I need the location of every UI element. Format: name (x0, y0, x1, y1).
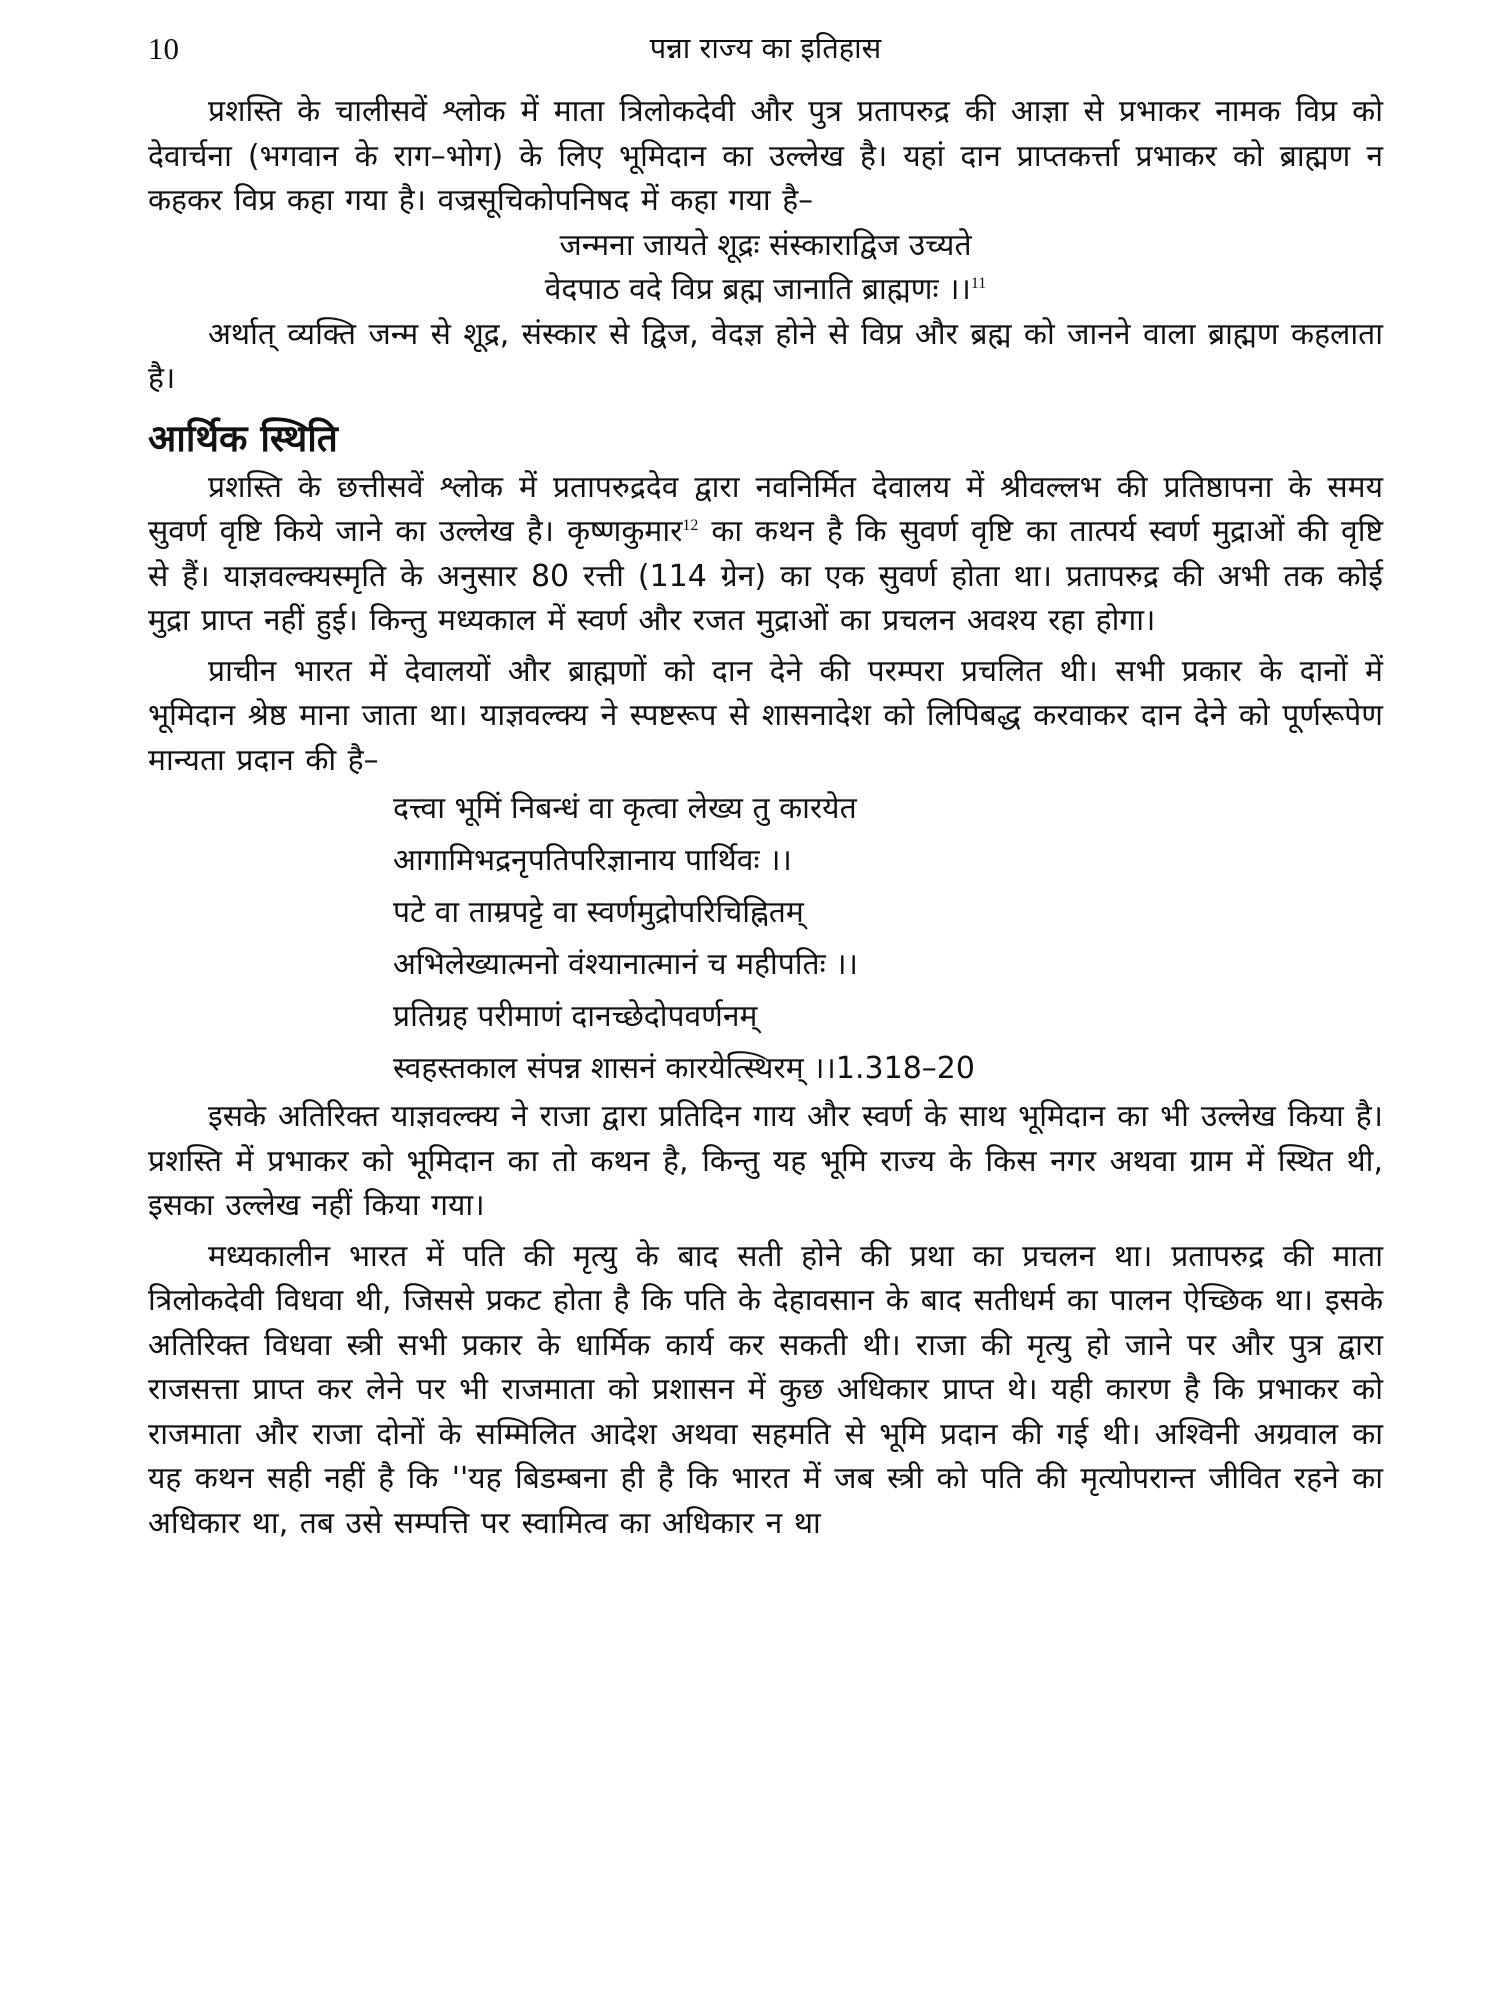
paragraph-3-part-a: प्रशस्ति के छत्तीसवें श्लोक में प्रतापरुद्रदेव द्वारा नवनिर्मित देवालय में श्रीवल्लभ की प्रतिष्ठापना के समय सुवर्ण वृष्टि किये जाने का उल्लेख है। कृष्णकुमार (148, 469, 1383, 549)
quote-line-2-text: वेदपाठ वदे विप्र ब्रह्म जानाति ब्राह्मणः ।। (544, 272, 971, 307)
section-heading: आर्थिक स्थिति (148, 416, 338, 460)
quote-line-1: जन्मना जायते शूद्रः संस्काराद्विज उच्यते (559, 227, 972, 263)
paragraph-3 (148, 466, 1383, 644)
footnote-ref-11: 11 (970, 275, 987, 292)
footnote-ref-12: 12 (682, 517, 699, 534)
verse-line: आगामिभद्रनृपतिपरिज्ञानाय पार्थिवः ।। (393, 843, 792, 878)
paragraph-5: इसके अतिरिक्त याज्ञवल्क्य ने राजा द्वारा प्रतिदिन गाय और स्वर्ण के साथ भूमिदान का भी उल्लेख किया है। प्रशस्ति में प्रभाकर को भूमिदान का तो कथन है, किन्तु यह भूमि राज्य के किस नगर अथवा ग्राम में स्थित थी, इसका उल्लेख नहीं किया गया। (148, 1099, 1383, 1223)
page-number: 10 (148, 31, 179, 66)
verse-line: दत्त्वा भूमिं निबन्धं वा कृत्वा लेख्य तु कारयेत (393, 791, 857, 826)
verse-line: स्वहस्तकाल संपन्न शासनं कारयेत्स्थिरम् ।।1.318–20 (393, 1051, 975, 1086)
verse-line: प्रतिग्रह परीमाणं दानच्छेदोपवर्णनम् (393, 999, 758, 1034)
page-header (148, 28, 1383, 72)
paragraph-1: प्रशस्ति के चालीसवें श्लोक में माता त्रिलोकदेवी और पुत्र प्रतापरुद्र की आज्ञा से प्रभाकर नामक विप्र को देवार्चना (भगवान के राग–भोग) के लिए भूमिदान का उल्लेख है। यहां दान प्राप्तकर्त्ता प्रभाकर को ब्राह्मण न कहकर विप्र कहा गया है। वज्रसूचिकोपनिषद में कहा गया है– (148, 94, 1383, 218)
verse-line: पटे वा ताम्रपट्टे वा स्वर्णमुद्रोपरिचिह्नितम् (393, 895, 804, 930)
paragraph-3-part-b: का कथन है कि सुवर्ण वृष्टि का तात्पर्य स्वर्ण मुद्राओं की वृष्टि से हैं। याज्ञवल्क्यस्मृति के अनुसार 80 रत्ती (114 ग्रेन) का एक सुवर्ण होता था। प्रतापरुद्र की अभी तक कोई मुद्रा प्राप्त नहीं हुई। किन्तु मध्यकाल में स्वर्ण और रजत मुद्राओं का प्रचलन अवश्य रहा होगा। (148, 514, 1384, 638)
page-body (148, 90, 1383, 1546)
paragraph-4: प्राचीन भारत में देवालयों और ब्राह्मणों को दान देने की परम्परा प्रचलित थी। सभी प्रकार के दानों में भूमिदान श्रेष्ठ माना जाता था। याज्ञवल्क्य ने स्पष्टरूप से शासनादेश को लिपिबद्ध करवाकर दान देने को पूर्णरूपेण मान्यता प्रदान की है– (148, 653, 1383, 778)
paragraph-2: अर्थात् व्यक्ति जन्म से शूद्र, संस्कार से द्विज, वेदज्ञ होने से विप्र और ब्रह्म को जानने वाला ब्राह्मण कहलाता है। (148, 316, 1383, 396)
verse-block (393, 783, 1383, 1095)
quote-line-2 (148, 268, 1383, 313)
paragraph-6: मध्यकालीन भारत में पति की मृत्यु के बाद सती होने की प्रथा का प्रचलन था। प्रतापरुद्र की माता त्रिलोकदेवी विधवा थी, जिससे प्रकट होता है कि पति के देहावसान के बाद सतीधर्म का पालन ऐच्छिक था। इसके अतिरिक्त विधवा स्त्री सभी प्रकार के धार्मिक कार्य कर सकती थी। राजा की मृत्यु हो जाने पर और पुत्र द्वारा राजसत्ता प्राप्त कर लेने पर भी राजमाता को प्रशासन में कुछ अधिकार प्राप्त थे। यही कारण है कि प्रभाकर को राजमाता और राजा दोनों के सम्मिलित आदेश अथवा सहमति से भूमि प्रदान की गई थी। अश्विनी अग्रवाल का यह कथन सही नहीं है कि ''यह बिडम्बना ही है कि भारत में जब स्त्री को पति की मृत्योपरान्त जीवित रहने का अधिकार था, तब उसे सम्पत्ति पर स्वामित्व का अधिकार न था (148, 1238, 1383, 1541)
running-head: पन्ना राज्य का इतिहास (649, 31, 882, 65)
verse-line: अभिलेख्यात्मनो वंश्यानात्मानं च महीपतिः ।। (393, 947, 858, 982)
